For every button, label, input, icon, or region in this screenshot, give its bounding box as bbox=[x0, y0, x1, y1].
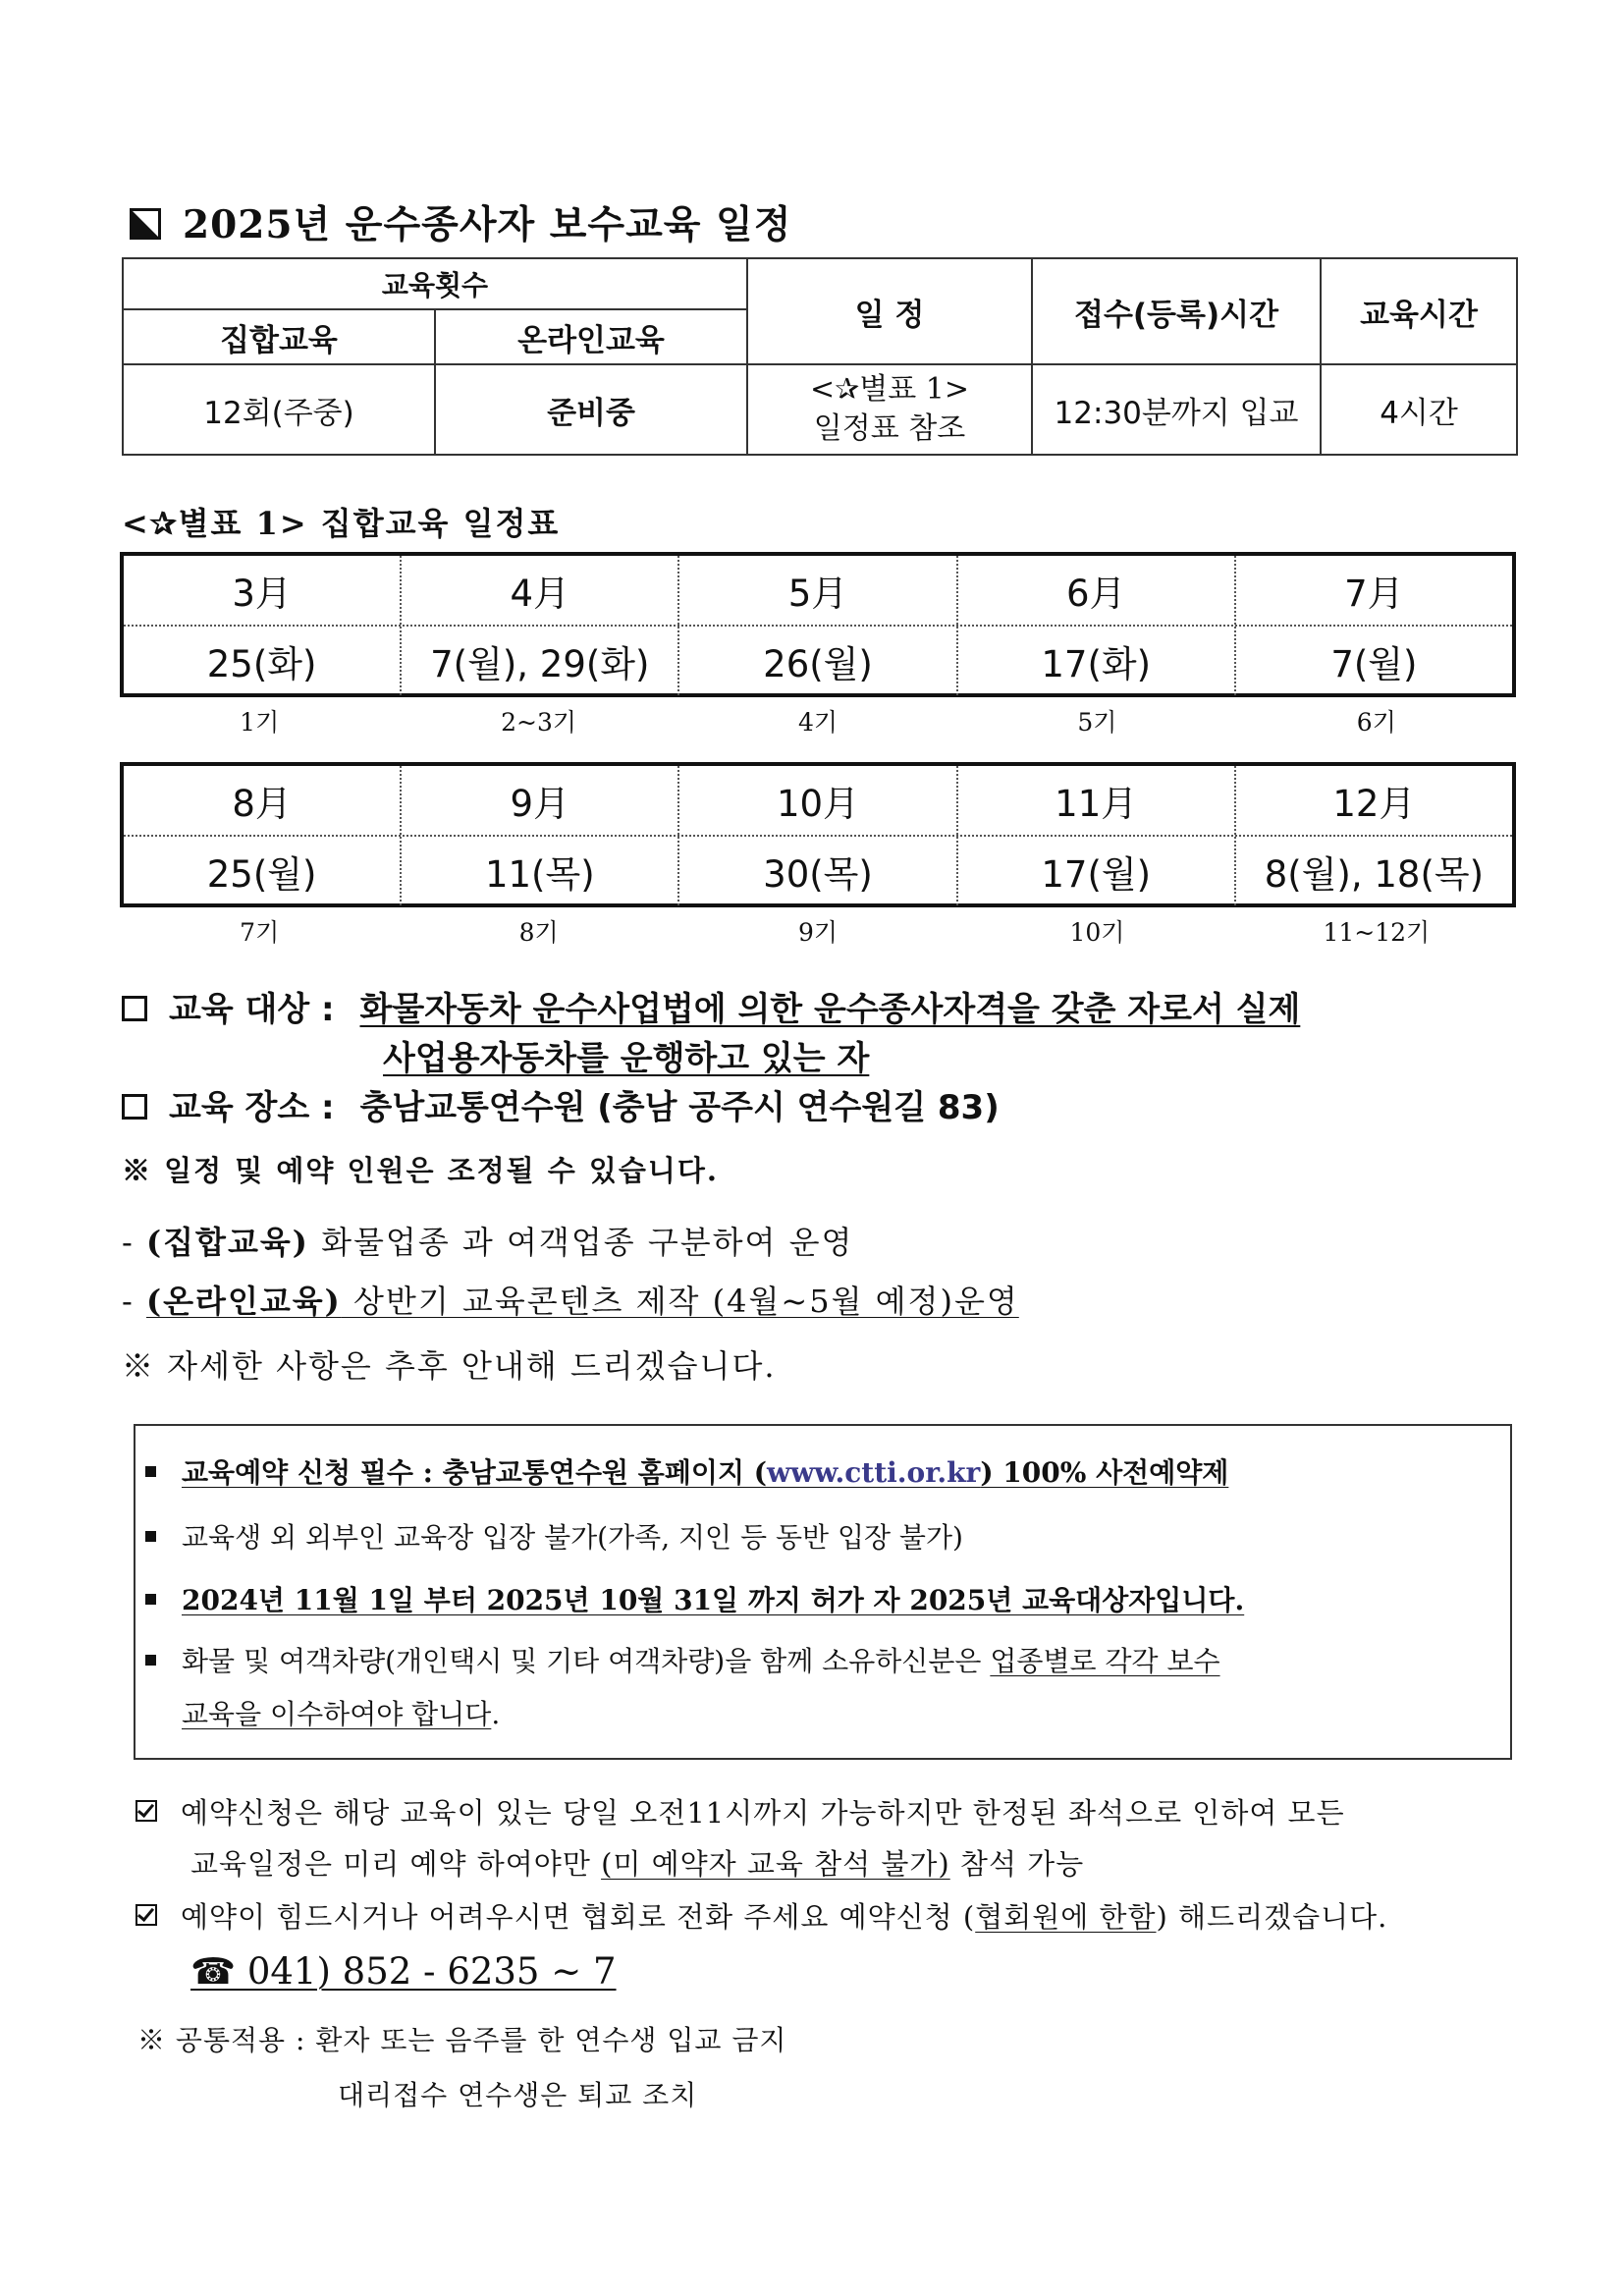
schedule-table-2 bbox=[120, 762, 1516, 907]
notice-1-post: ) 100% 사전예약제 bbox=[980, 1456, 1229, 1489]
check-2-underlined: 협회원에 한함 bbox=[975, 1900, 1157, 1934]
notice-item-4-cont bbox=[182, 1693, 500, 1732]
group-op-label: (집합교육) bbox=[145, 1224, 309, 1261]
common-rule-2: 대리접수 연수생은 퇴교 조치 bbox=[338, 2079, 698, 2111]
date-cell: 25(월) bbox=[124, 837, 402, 905]
term-label: 11~12기 bbox=[1323, 918, 1431, 947]
notice-4-line2-post: . bbox=[491, 1698, 501, 1730]
note-later: ※ 자세한 사항은 추후 안내해 드리겠습니다. bbox=[122, 1347, 777, 1385]
group-op-text: 화물업종 과 여객업종 구분하여 운영 bbox=[308, 1224, 854, 1261]
term-label: 8기 bbox=[518, 918, 559, 947]
check-1-line1: 예약신청은 해당 교육이 있는 당일 오전11시까지 가능하지만 한정된 좌석으로 인하여 모든 bbox=[181, 1796, 1345, 1830]
count-header: 교육횟수 bbox=[123, 258, 747, 309]
term-row-1 bbox=[120, 703, 1516, 738]
online-operation-line bbox=[122, 1277, 1019, 1322]
date-cell: 11(목) bbox=[402, 837, 679, 905]
date-cell: 17(월) bbox=[958, 837, 1236, 905]
online-op-label: (온라인교육) bbox=[145, 1283, 342, 1320]
check-item-1-cont bbox=[190, 1842, 1084, 1883]
duration-header: 교육시간 bbox=[1321, 258, 1517, 364]
date-cell: 7(월), 29(화) bbox=[402, 627, 679, 695]
notice-4-pre: 화물 및 여객차량(개인택시 및 기타 여객차량)을 함께 소유하신분은 bbox=[182, 1645, 991, 1677]
notice-3-text: 2024년 11월 1일 부터 2025년 10월 31일 까지 허가 자 2025년 교육대상자입니다. bbox=[182, 1584, 1245, 1616]
schedule-value-line2: 일정표 참조 bbox=[813, 411, 966, 446]
group-header: 집합교육 bbox=[123, 309, 435, 364]
term-label: 2~3기 bbox=[501, 708, 577, 737]
check-item-2 bbox=[135, 1895, 1387, 1936]
term-label: 9기 bbox=[797, 918, 839, 947]
checkmark-icon bbox=[135, 1800, 157, 1822]
notice-4-line2: 교육을 이수하여야 합니다 bbox=[182, 1698, 492, 1730]
check-2-post: ) 해드리겠습니다. bbox=[1156, 1900, 1388, 1934]
duration-value: 4시간 bbox=[1321, 364, 1517, 455]
online-header: 온라인교육 bbox=[435, 309, 747, 364]
page-title bbox=[130, 194, 791, 249]
place-value: 충남교통연수원 (충남 공주시 연수원길 83) bbox=[359, 1088, 1000, 1127]
online-value: 준비중 bbox=[435, 364, 747, 455]
check-1-post: 참석 가능 bbox=[949, 1847, 1085, 1881]
checkbox-square-icon bbox=[122, 996, 147, 1021]
term-label: 5기 bbox=[1077, 708, 1117, 737]
bullet-icon bbox=[145, 1655, 156, 1666]
check-item-1 bbox=[135, 1791, 1345, 1831]
website-link[interactable]: www.ctti.or.kr bbox=[767, 1456, 981, 1489]
term-label: 4기 bbox=[797, 708, 839, 737]
dash-prefix: - bbox=[122, 1283, 146, 1320]
schedule-value bbox=[747, 364, 1032, 455]
note-adjust: ※ 일정 및 예약 인원은 조정될 수 있습니다. bbox=[122, 1154, 719, 1187]
month-cell: 3月 bbox=[124, 556, 402, 625]
title-text: 2025년 운수종사자 보수교육 일정 bbox=[183, 202, 792, 247]
reception-value: 12:30분까지 입교 bbox=[1032, 364, 1321, 455]
date-cell: 17(화) bbox=[958, 627, 1236, 695]
term-label: 7기 bbox=[240, 918, 280, 947]
target-line1: 화물자동차 운수사업법에 의한 운수종사자격을 갖춘 자로서 실제 bbox=[359, 990, 1301, 1029]
notice-item-3 bbox=[145, 1579, 1244, 1618]
notice-4-underlined: 업종별로 각각 보수 bbox=[990, 1645, 1220, 1677]
month-cell: 7月 bbox=[1344, 573, 1404, 615]
date-cell: 25(화) bbox=[124, 627, 402, 695]
schedule-header: 일 정 bbox=[747, 258, 1032, 364]
attachment-title: <✰별표 1> 집합교육 일정표 bbox=[122, 505, 561, 542]
date-cell: 30(목) bbox=[679, 837, 957, 905]
notice-1-pre: 교육예약 신청 필수 : 충남교통연수원 홈페이지 ( bbox=[182, 1456, 767, 1489]
month-cell: 12月 bbox=[1332, 783, 1416, 825]
checkbox-square-icon bbox=[122, 1094, 147, 1120]
term-label: 10기 bbox=[1069, 918, 1125, 947]
date-cell: 8(월), 18(목) bbox=[1264, 853, 1485, 896]
bullet-icon bbox=[145, 1531, 156, 1542]
target-label: 교육 대상 : bbox=[169, 990, 335, 1029]
month-cell: 9月 bbox=[402, 766, 679, 835]
month-cell: 6月 bbox=[958, 556, 1236, 625]
phone-text[interactable]: ☎ 041) 852 - 6235 ~ 7 bbox=[190, 1950, 617, 1993]
notice-item-4 bbox=[145, 1640, 1220, 1679]
check-1-pre: 교육일정은 미리 예약 하여야만 bbox=[190, 1847, 602, 1881]
schedule-table-1 bbox=[120, 552, 1516, 697]
schedule-value-line1: <✰별표 1> bbox=[810, 372, 970, 407]
month-cell: 4月 bbox=[402, 556, 679, 625]
common-rule: ※ 공통적용 : 환자 또는 음주를 한 연수생 입교 금지 bbox=[137, 2024, 787, 2056]
checkmark-icon bbox=[135, 1904, 157, 1926]
notice-item-2 bbox=[145, 1516, 963, 1556]
education-info-table bbox=[122, 257, 1518, 456]
place-label: 교육 장소 : bbox=[169, 1088, 335, 1127]
check-1-underlined: (미 예약자 교육 참석 불가) bbox=[601, 1847, 950, 1881]
dash-prefix: - bbox=[122, 1224, 146, 1261]
notice-item-1 bbox=[145, 1451, 1228, 1491]
bullet-icon bbox=[145, 1466, 156, 1477]
group-value: 12회(주중) bbox=[123, 364, 435, 455]
month-cell: 10月 bbox=[679, 766, 957, 835]
group-operation-line bbox=[122, 1218, 853, 1263]
target-line2-wrap bbox=[383, 1031, 869, 1079]
target-line2: 사업용자동차를 운행하고 있는 자 bbox=[383, 1039, 870, 1078]
check-2-pre: 예약이 힘드시거나 어려우시면 협회로 전화 주세요 예약신청 ( bbox=[181, 1900, 976, 1934]
month-cell: 5月 bbox=[679, 556, 957, 625]
term-row-2 bbox=[120, 913, 1516, 949]
target-line bbox=[122, 982, 1300, 1030]
term-label: 6기 bbox=[1356, 708, 1396, 737]
notice-2-text: 교육생 외 외부인 교육장 입장 불가(가족, 지인 등 동반 입장 불가) bbox=[182, 1521, 963, 1554]
date-cell: 7(월) bbox=[1330, 643, 1418, 685]
date-cell: 26(월) bbox=[679, 627, 957, 695]
month-cell: 11月 bbox=[958, 766, 1236, 835]
bullet-icon bbox=[145, 1594, 156, 1605]
reception-header: 접수(등록)시간 bbox=[1032, 258, 1321, 364]
place-line bbox=[122, 1080, 1000, 1128]
term-label: 1기 bbox=[240, 708, 280, 737]
phone-number[interactable] bbox=[190, 1950, 617, 1993]
title-mark-icon bbox=[130, 208, 161, 240]
online-op-text: 상반기 교육콘텐츠 제작 (4월~5월 예정)운영 bbox=[341, 1283, 1019, 1320]
month-cell: 8月 bbox=[124, 766, 402, 835]
